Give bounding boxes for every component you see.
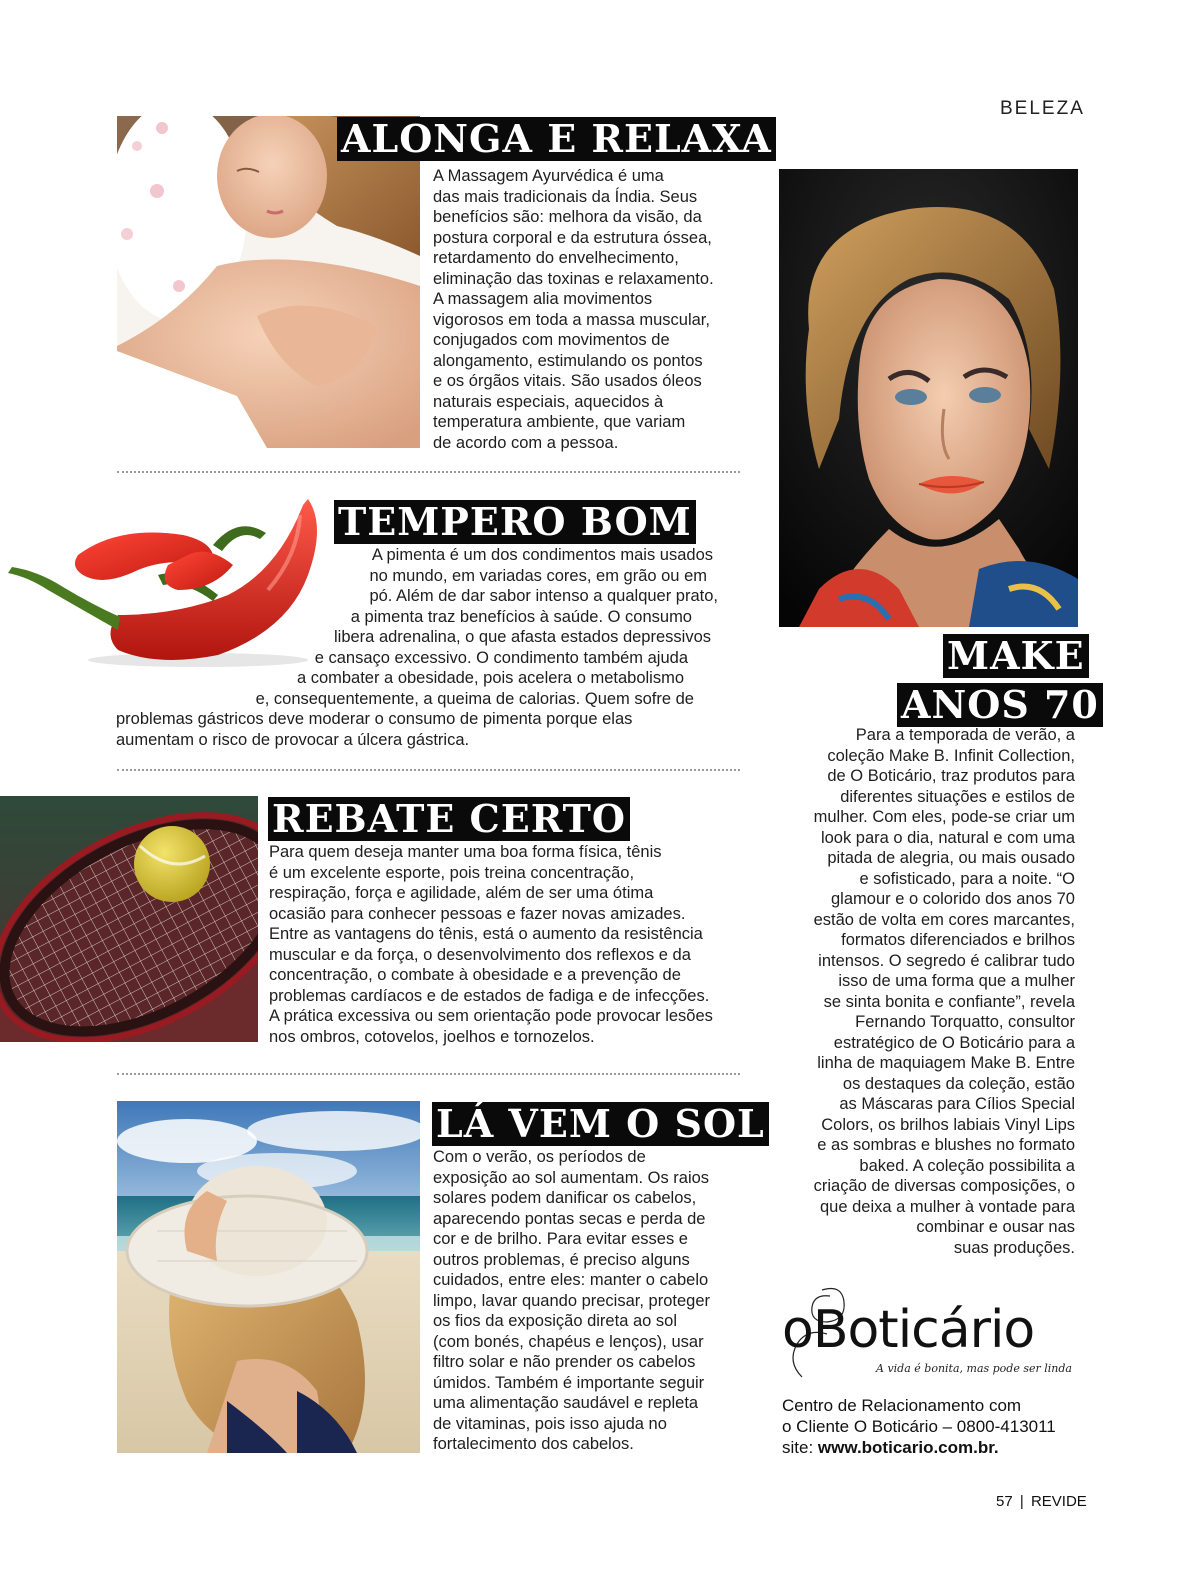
text-line: fortalecimento dos cabelos. <box>433 1435 634 1453</box>
text-line: pó. Além de dar sabor intenso a qualquer prato, <box>369 587 718 605</box>
text-line: (com bonés, chapéus e lenços), usar <box>433 1332 704 1351</box>
text-line: se sinta bonita e confiante”, revela <box>823 992 1075 1011</box>
text-line: de O Boticário, traz produtos para <box>827 767 1075 785</box>
headline-alonga-e-relaxa: ALONGA E RELAXA <box>337 117 776 161</box>
article-body-sun <box>433 1147 753 1455</box>
text-line: problemas gástricos deve moderar o consumo de pimenta porque elas <box>116 710 633 728</box>
page-number: 57 <box>996 1493 1013 1510</box>
text-line: Para quem deseja manter uma boa forma física, tênis <box>269 843 662 861</box>
text-line: temperatura ambiente, que variam <box>433 413 686 431</box>
text-line: uma alimentação saudável e repleta <box>433 1394 699 1412</box>
text-line: respiração, força e agilidade, além de ser uma ótima <box>269 884 654 902</box>
contact-line: Centro de Relacionamento com <box>782 1396 1022 1415</box>
headline-make: MAKE <box>943 634 1089 678</box>
page-footer <box>996 1493 1087 1510</box>
text-line: exposição ao sol aumentam. Os raios <box>433 1168 710 1187</box>
site-label: site: <box>782 1438 818 1457</box>
text-line: vigorosos em toda a massa muscular, <box>433 310 710 329</box>
site-line <box>782 1437 1082 1458</box>
text-line: criação de diversas composições, o <box>813 1177 1075 1195</box>
magazine-name: REVIDE <box>1030 1493 1087 1510</box>
boticario-logo <box>782 1282 1072 1382</box>
article-body-massage <box>433 166 743 453</box>
text-line: aumentam o risco de provocar a úlcera gástrica. <box>116 730 470 749</box>
text-line: e sofisticado, para a noite. “O <box>859 869 1075 888</box>
text-line: filtro solar e não prender os cabelos <box>433 1353 696 1371</box>
headline-rebate-certo: REBATE CERTO <box>268 797 630 841</box>
site-link[interactable]: www.boticario.com.br. <box>817 1438 999 1457</box>
text-line: concentração, o combate à obesidade e a prevenção de <box>269 966 681 984</box>
text-line: Colors, os brilhos labiais Vinyl Lips <box>821 1115 1075 1134</box>
logo-tagline: A vida é bonita, mas pode ser linda <box>876 1362 1072 1375</box>
text-line: os fios da exposição direta ao sol <box>433 1312 677 1330</box>
text-line: limpo, lavar quando precisar, proteger <box>433 1291 710 1310</box>
text-line: postura corporal e da estrutura óssea, <box>433 228 712 247</box>
text-line: diferentes situações e estilos de <box>840 787 1075 806</box>
text-line: de vitaminas, pois isso ajuda no <box>433 1414 667 1433</box>
text-line: libera adrenalina, o que afasta estados depressivos <box>334 628 711 646</box>
text-line: A pimenta é um dos condimentos mais usados <box>371 546 713 564</box>
text-line: Entre as vantagens do tênis, está o aumento da resistência <box>269 925 703 943</box>
text-line: cor e de brilho. Para evitar esses e <box>433 1230 688 1248</box>
headline-anos-70: ANOS 70 <box>897 683 1103 727</box>
text-line: problemas cardíacos e de estados de fadiga e de infecções. <box>269 986 710 1005</box>
text-line: a combater a obesidade, pois acelera o metabolismo <box>296 669 684 687</box>
tennis-racket-photo <box>0 796 258 1042</box>
text-line: coleção Make B. Infinit Collection, <box>827 746 1075 765</box>
text-line: Fernando Torquatto, consultor <box>855 1013 1075 1031</box>
text-line: look para o dia, natural e com uma <box>820 828 1075 847</box>
text-line: suas produções. <box>953 1238 1075 1257</box>
contact-line: o Cliente O Boticário – 0800-413011 <box>782 1417 1056 1436</box>
text-line: e os órgãos vitais. São usados óleos <box>433 372 702 390</box>
text-line: benefícios são: melhora da visão, da <box>433 208 702 226</box>
section-label: BELEZA <box>1000 98 1085 119</box>
text-line: muscular e da força, o desenvolvimento dos reflexos e da <box>269 945 691 964</box>
text-line: e as sombras e blushes no formato <box>817 1136 1075 1154</box>
text-line: isso de uma forma que a mulher <box>838 972 1075 990</box>
article-body-makeup <box>760 725 1075 1258</box>
text-line: naturais especiais, aquecidos à <box>433 392 664 411</box>
article-body-pepper <box>116 545 726 750</box>
text-line: ocasião para conhecer pessoas e fazer novas amizades. <box>269 904 686 923</box>
section-divider <box>117 769 740 771</box>
customer-service-info <box>782 1395 1082 1458</box>
text-line: as Máscaras para Cílios Special <box>839 1095 1075 1113</box>
text-line: formatos diferenciados e brilhos <box>841 931 1075 949</box>
text-line: que deixa a mulher à vontade para <box>819 1197 1075 1216</box>
massage-photo <box>117 116 420 448</box>
text-line: e cansaço excessivo. O condimento também ajuda <box>314 648 688 667</box>
text-line: intensos. O segredo é calibrar tudo <box>818 951 1075 970</box>
model-portrait-photo <box>779 169 1078 627</box>
section-divider <box>117 1073 740 1075</box>
text-line: A massagem alia movimentos <box>433 290 653 308</box>
footer-separator: | <box>1019 1493 1024 1510</box>
headline-tempero-bom: TEMPERO BOM <box>334 500 696 544</box>
text-line: cuidados, entre eles: manter o cabelo <box>433 1271 709 1289</box>
text-line: nos ombros, cotovelos, joelhos e tornozelos. <box>269 1027 595 1046</box>
text-line: Para a temporada de verão, a <box>855 726 1075 744</box>
text-line: mulher. Com eles, pode-se criar um <box>813 808 1075 826</box>
article-body-tennis <box>269 842 749 1047</box>
text-line: A Massagem Ayurvédica é uma <box>433 167 664 185</box>
text-line: úmidos. Também é importante seguir <box>433 1373 705 1392</box>
text-line: no mundo, em variadas cores, em grão ou em <box>369 566 707 585</box>
text-line: estratégico de O Boticário para a <box>833 1033 1075 1052</box>
text-line: solares podem danificar os cabelos, <box>433 1189 697 1207</box>
section-divider <box>117 471 740 473</box>
beach-hat-woman-photo <box>117 1101 420 1453</box>
text-line: aparecendo pontas secas e perda de <box>433 1209 706 1228</box>
text-line: baked. A coleção possibilita a <box>859 1156 1075 1175</box>
text-line: a pimenta traz benefícios à saúde. O consumo <box>350 607 692 626</box>
text-line: glamour e o colorido dos anos 70 <box>831 890 1075 908</box>
text-line: Com o verão, os períodos de <box>433 1148 646 1166</box>
headline-la-vem-o-sol: LÁ VEM O SOL <box>432 1102 769 1146</box>
text-line: os destaques da coleção, estão <box>842 1074 1075 1093</box>
text-line: e, consequentemente, a queima de calorias. Quem sofre de <box>255 689 694 708</box>
text-line: outros problemas, é preciso alguns <box>433 1250 690 1269</box>
text-line: retardamento do envelhecimento, <box>433 249 679 267</box>
text-line: das mais tradicionais da Índia. Seus <box>433 187 698 206</box>
text-line: estão de volta em cores marcantes, <box>813 910 1075 929</box>
text-line: linha de maquiagem Make B. Entre <box>817 1054 1075 1072</box>
text-line: A prática excessiva ou sem orientação pode provocar lesões <box>269 1007 713 1025</box>
text-line: de acordo com a pessoa. <box>433 433 619 452</box>
text-line: conjugados com movimentos de <box>433 331 670 349</box>
text-line: combinar e ousar nas <box>916 1218 1075 1236</box>
text-line: é um excelente esporte, pois treina concentração, <box>269 863 635 882</box>
text-line: alongamento, estimulando os pontos <box>433 351 703 370</box>
logo-wordmark: oBoticário <box>782 1300 1035 1360</box>
text-line: pitada de alegria, ou mais ousado <box>827 849 1075 867</box>
text-line: eliminação das toxinas e relaxamento. <box>433 269 714 288</box>
